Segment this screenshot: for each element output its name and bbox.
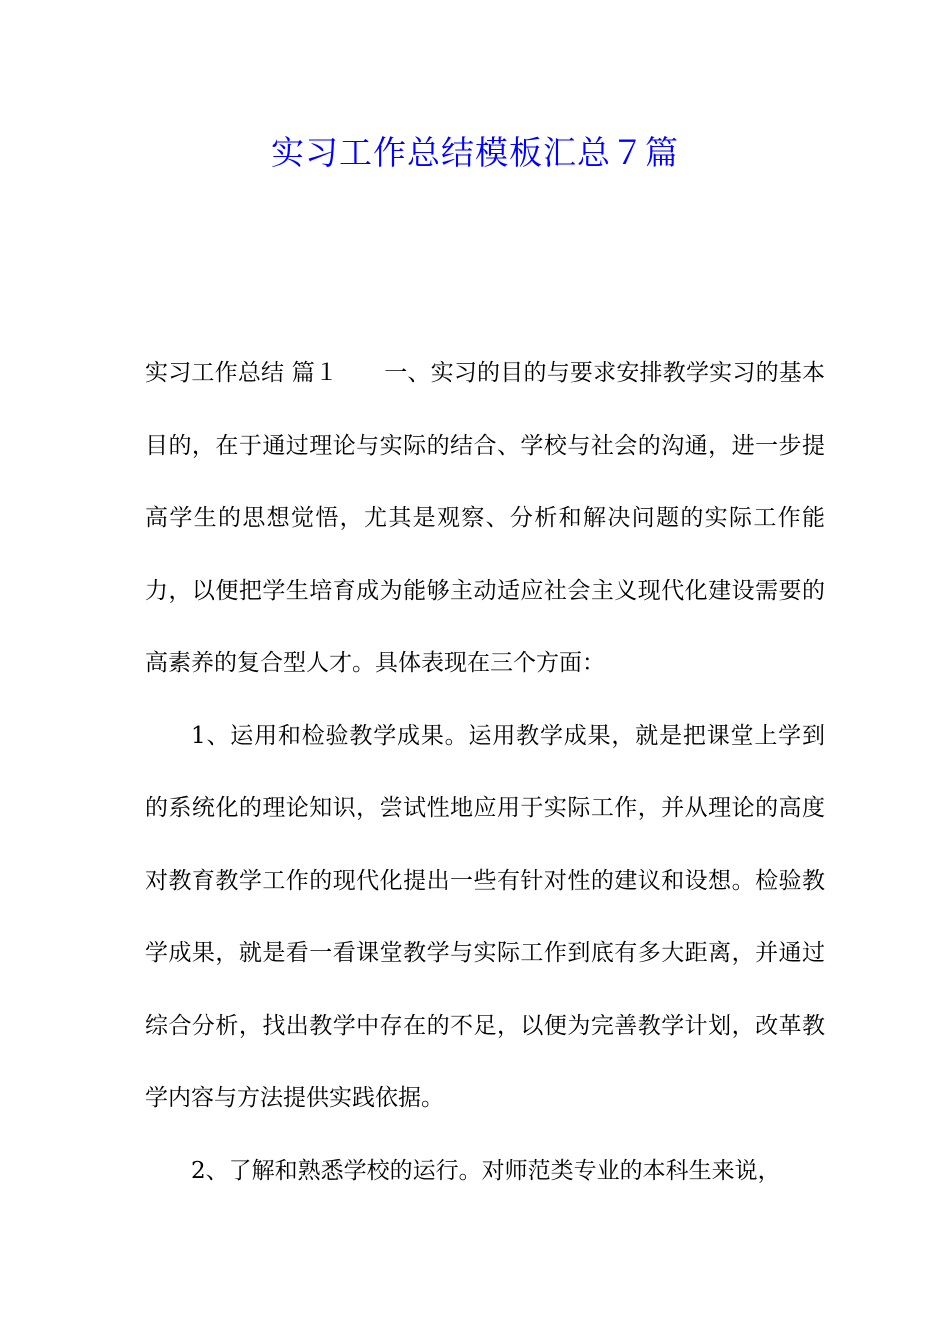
paragraph-point-1: 1、运用和检验教学成果。运用教学成果，就是把课堂上学到的系统化的理论知识，尝试性地应用于实际工作，并从理论的高度对教育教学工作的现代化提出一些有针对性的建议和设想。检验教学成果，就是看一看课堂教学与实际工作到底有多大距离，并通过综合分析，找出教学中存在的不足，以便为完善教学计划，改革教学内容与方法提供实践依据。 — [145, 722, 825, 1111]
section-heading: 实习工作总结 篇１ — [145, 360, 339, 386]
paragraph-intro-text: 一、实习的目的与要求安排教学实习的基本目的，在于通过理论与实际的结合、学校与社会的沟通，进一步提高学生的思想觉悟，尤其是观察、分析和解决问题的实际工作能力，以便把学生培育成为能够主动适应社会主义现代化建设需要的高素养的复合型人才。具体表现在三个方面： — [145, 360, 826, 676]
paragraph-point-2: 2、了解和熟悉学校的运行。对师范类专业的本科生来说， — [191, 1157, 781, 1184]
paragraph-intro — [145, 337, 825, 700]
document-title: 实习工作总结模板汇总７篇 — [271, 133, 679, 172]
document-body — [145, 337, 825, 1207]
